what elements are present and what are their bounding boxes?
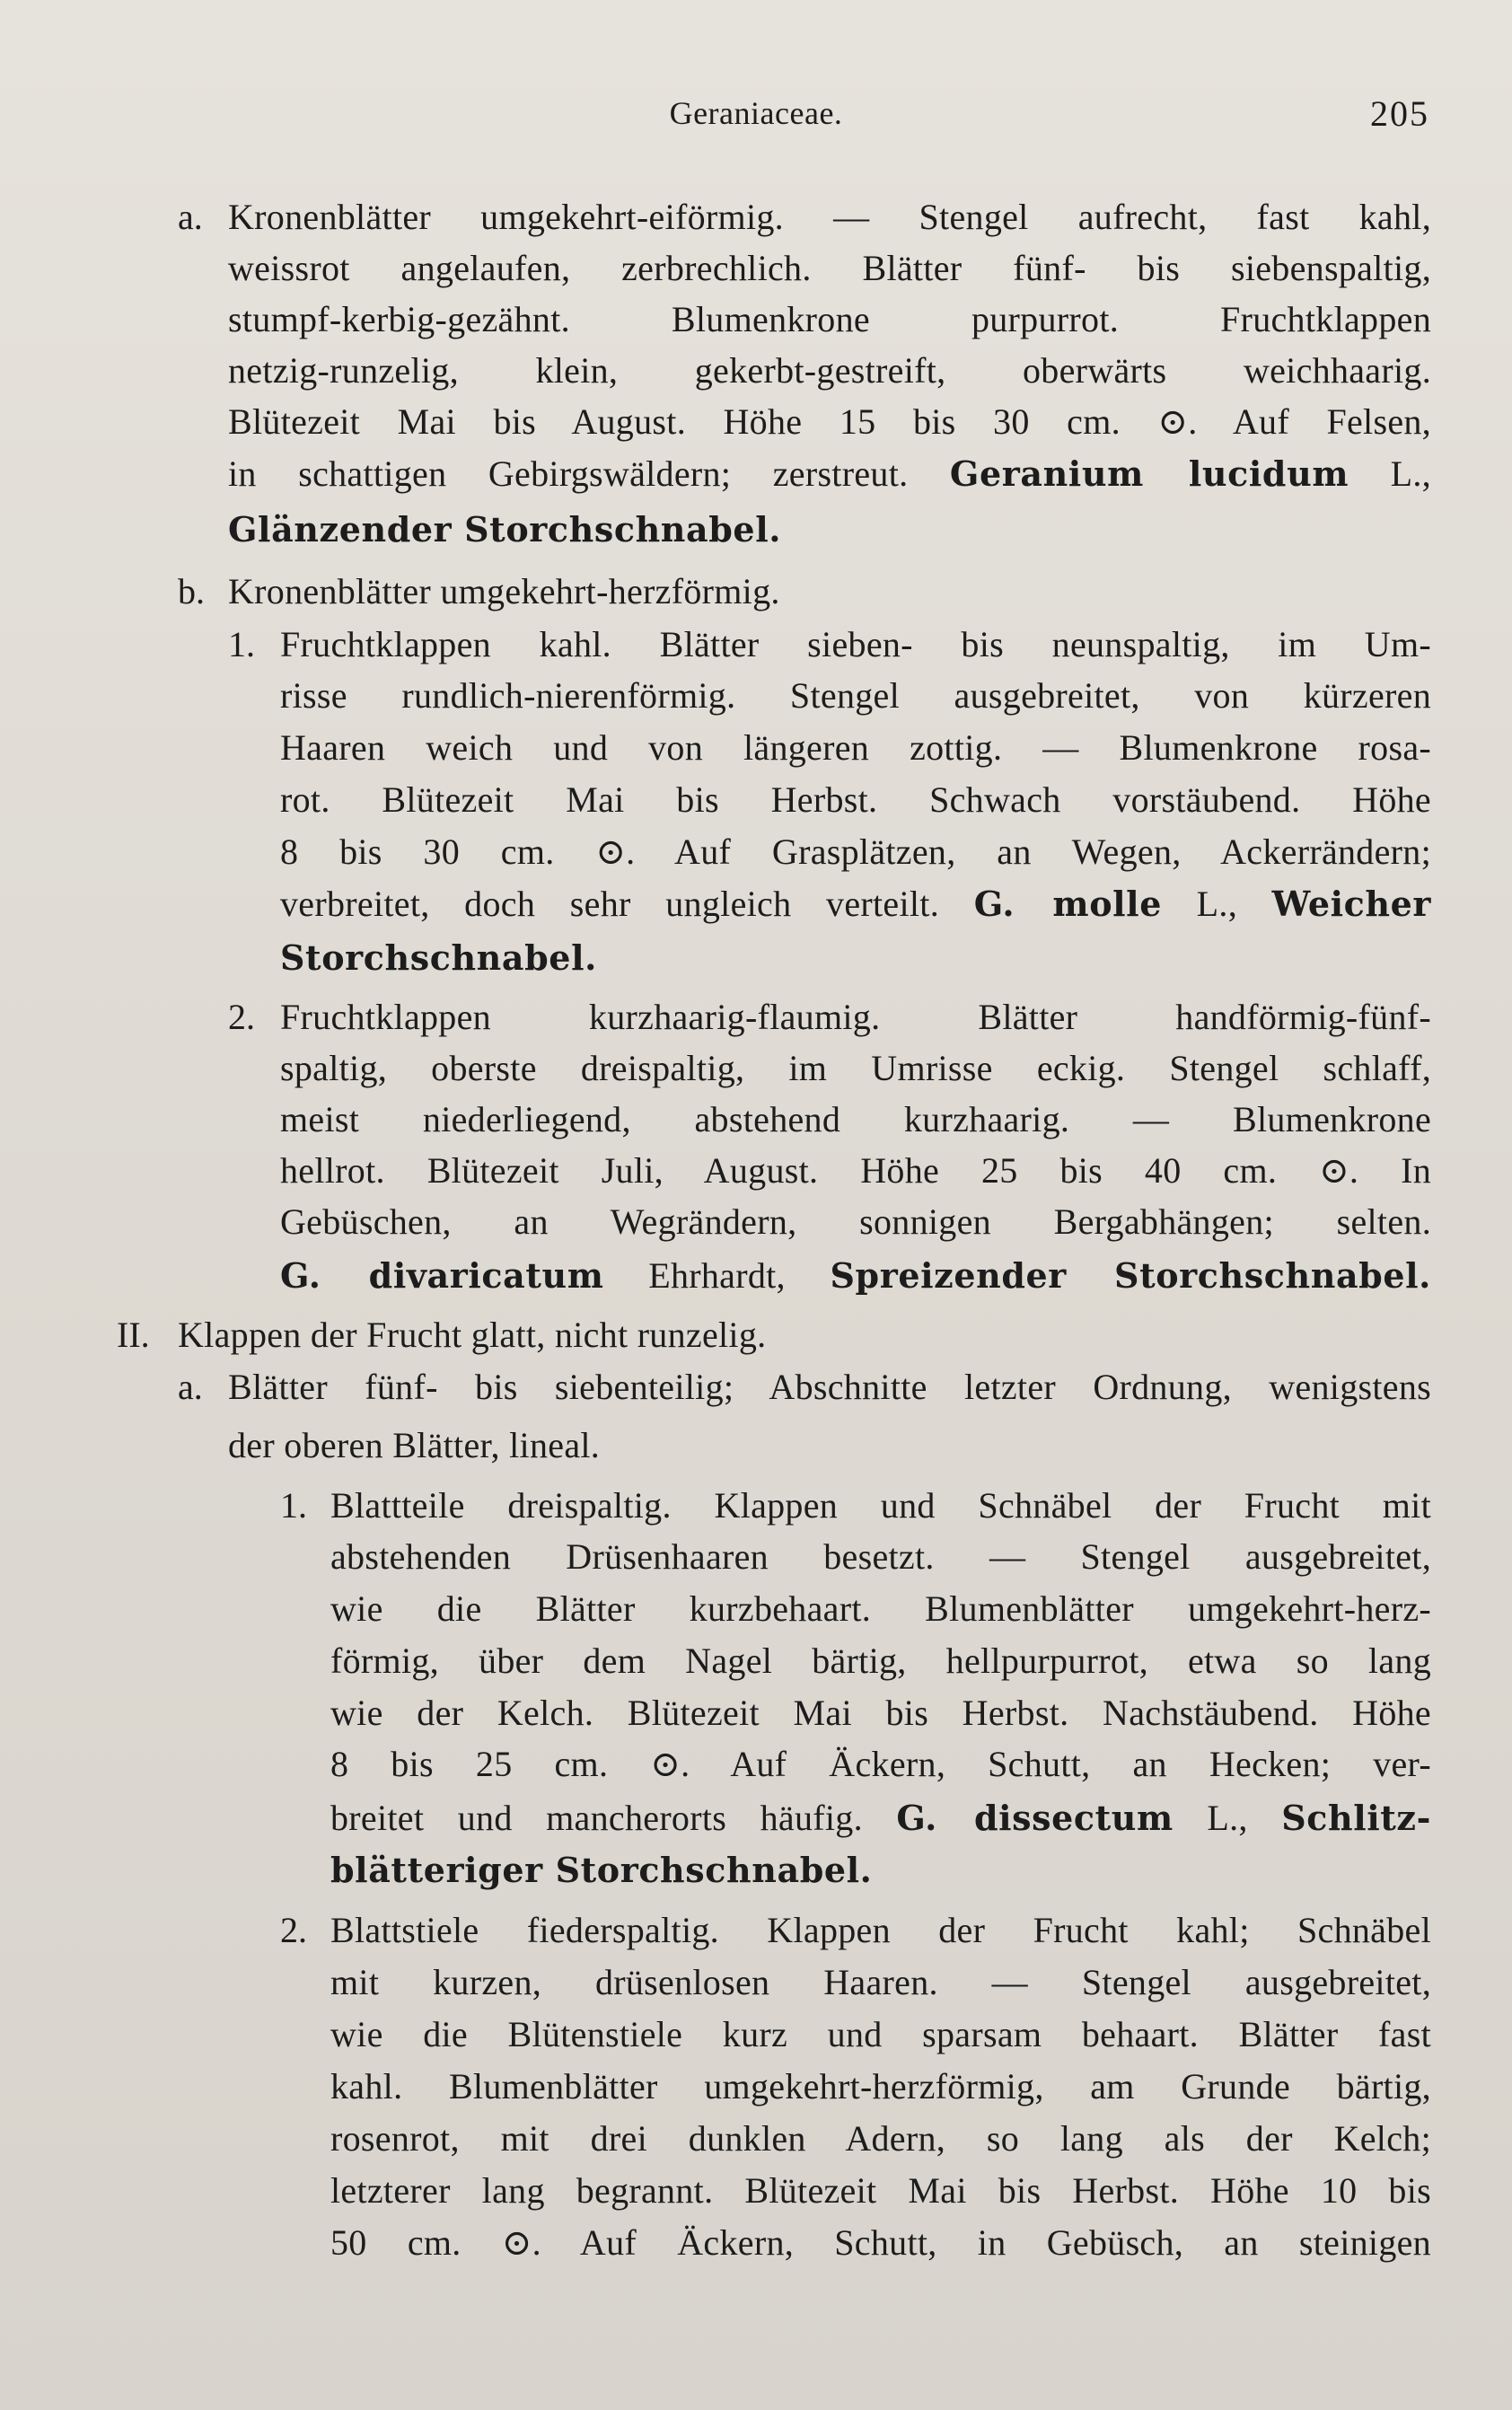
text-line: wie der Kelch. Blütezeit Mai bis Herbst. Nachstäubend. Höhe [330,1693,1431,1733]
text-line: kahl. Blumenblätter umgekehrt-herzförmig, am Grunde bärtig, [330,2066,1431,2107]
item-marker-2: 2. [280,1910,307,1950]
text-fragment: verbreitet, doch sehr ungleich verteilt. [280,884,940,924]
author-abbrev: L., [1390,453,1431,494]
text-line [330,1796,1431,1841]
text-line: 8 bis 25 cm. ⊙. Auf Äckern, Schutt, an Hecken; ver- [330,1744,1431,1784]
item-marker-1: 1. [280,1485,307,1526]
common-name: Glänzender Storchschnabel. [228,509,782,550]
text-line: netzig-runzelig, klein, gekerbt-gestreift, oberwärts weichhaarig. [228,350,1431,391]
page-number: 205 [1370,93,1429,134]
common-name: Spreizender Storchschnabel. [830,1255,1431,1296]
text-line [228,507,1431,552]
running-header [0,94,1512,139]
text-line [280,936,1431,981]
text-line [330,1848,1431,1893]
species-name: G. divaricatum [280,1255,604,1296]
text-line: Blattstiele fiederspaltig. Klappen der Frucht kahl; Schnäbel [330,1910,1431,1950]
common-name: Schlitz- [1281,1798,1431,1838]
page-header-title: Geraniaceae. [669,95,843,131]
text-line: Kronenblätter umgekehrt-herzförmig. [228,571,780,611]
text-fragment: breitet und mancherorts häufig. [330,1798,863,1838]
text-line: mit kurzen, drüsenlosen Haaren. — Stengel ausgebreitet, [330,1962,1431,2002]
item-marker-2: 2. [228,997,255,1037]
species-name: G. molle [973,884,1162,924]
text-line: letzterer lang begrannt. Blütezeit Mai bis Herbst. Höhe 10 bis [330,2170,1431,2211]
text-line: 50 cm. ⊙. Auf Äckern, Schutt, in Gebüsch, an steinigen [330,2222,1431,2263]
text-line [280,1253,1431,1298]
text-line: wie die Blütenstiele kurz und sparsam behaart. Blätter fast [330,2014,1431,2054]
text-line: Blattteile dreispaltig. Klappen und Schnäbel der Frucht mit [330,1485,1431,1526]
common-name: Weicher [1271,884,1432,924]
text-fragment: in schattigen Gebirgswäldern; zerstreut. [228,453,909,494]
text-line [280,882,1431,927]
section-marker-a: a. [178,1367,203,1407]
text-line: der oberen Blätter, lineal. [228,1425,601,1465]
author-name: Ehrhardt, [648,1255,786,1296]
text-line: rosenrot, mit drei dunklen Adern, so lang als der Kelch; [330,2118,1431,2159]
section-marker-II: II. [117,1315,150,1355]
item-marker-1: 1. [228,624,255,664]
text-line [228,452,1431,497]
text-line: wie die Blätter kurzbehaart. Blumenblätter umgekehrt-herz- [330,1588,1431,1629]
text-line: Fruchtklappen kahl. Blätter sieben- bis neunspaltig, im Um- [280,624,1431,664]
text-line: 8 bis 30 cm. ⊙. Auf Grasplätzen, an Wegen, Ackerrändern; [280,831,1431,872]
text-line: abstehenden Drüsenhaaren besetzt. — Stengel ausgebreitet, [330,1536,1431,1577]
text-line: meist niederliegend, abstehend kurzhaarig. — Blumenkrone [280,1099,1431,1139]
section-marker-a: a. [178,197,203,237]
author-abbrev: L., [1196,884,1237,924]
species-name: G. dissectum [896,1798,1174,1838]
text-line: förmig, über dem Nagel bärtig, hellpurpurrot, etwa so lang [330,1640,1431,1681]
text-line: Blütezeit Mai bis August. Höhe 15 bis 30 cm. ⊙. Auf Felsen, [228,401,1431,442]
text-line: weissrot angelaufen, zerbrechlich. Blätter fünf- bis siebenspaltig, [228,248,1431,288]
text-line: Fruchtklappen kurzhaarig-flaumig. Blätter handförmig-fünf- [280,997,1431,1037]
text-line: spaltig, oberste dreispaltig, im Umrisse eckig. Stengel schlaff, [280,1048,1431,1088]
species-name: Geranium lucidum [949,453,1349,494]
text-line: Gebüschen, an Wegrändern, sonnigen Bergabhängen; selten. [280,1201,1431,1242]
text-line: risse rundlich-nierenförmig. Stengel ausgebreitet, von kürzeren [280,675,1431,716]
text-line: stumpf-kerbig-gezähnt. Blumenkrone purpurrot. Fruchtklappen [228,299,1431,339]
text-line: Kronenblätter umgekehrt-eiförmig. — Stengel aufrecht, fast kahl, [228,197,1431,237]
text-line: Haaren weich und von längeren zottig. — Blumenkrone rosa- [280,727,1431,768]
text-line: Klappen der Frucht glatt, nicht runzelig. [178,1315,767,1355]
common-name: blätteriger Storchschnabel. [330,1850,873,1890]
common-name: Storchschnabel. [280,937,597,978]
author-abbrev: L., [1207,1798,1248,1838]
text-line: hellrot. Blütezeit Juli, August. Höhe 25 bis 40 cm. ⊙. In [280,1150,1431,1191]
text-line: Blätter fünf- bis siebenteilig; Abschnitte letzter Ordnung, wenigstens [228,1367,1431,1407]
text-line: rot. Blütezeit Mai bis Herbst. Schwach vorstäubend. Höhe [280,779,1431,820]
section-marker-b: b. [178,571,205,611]
